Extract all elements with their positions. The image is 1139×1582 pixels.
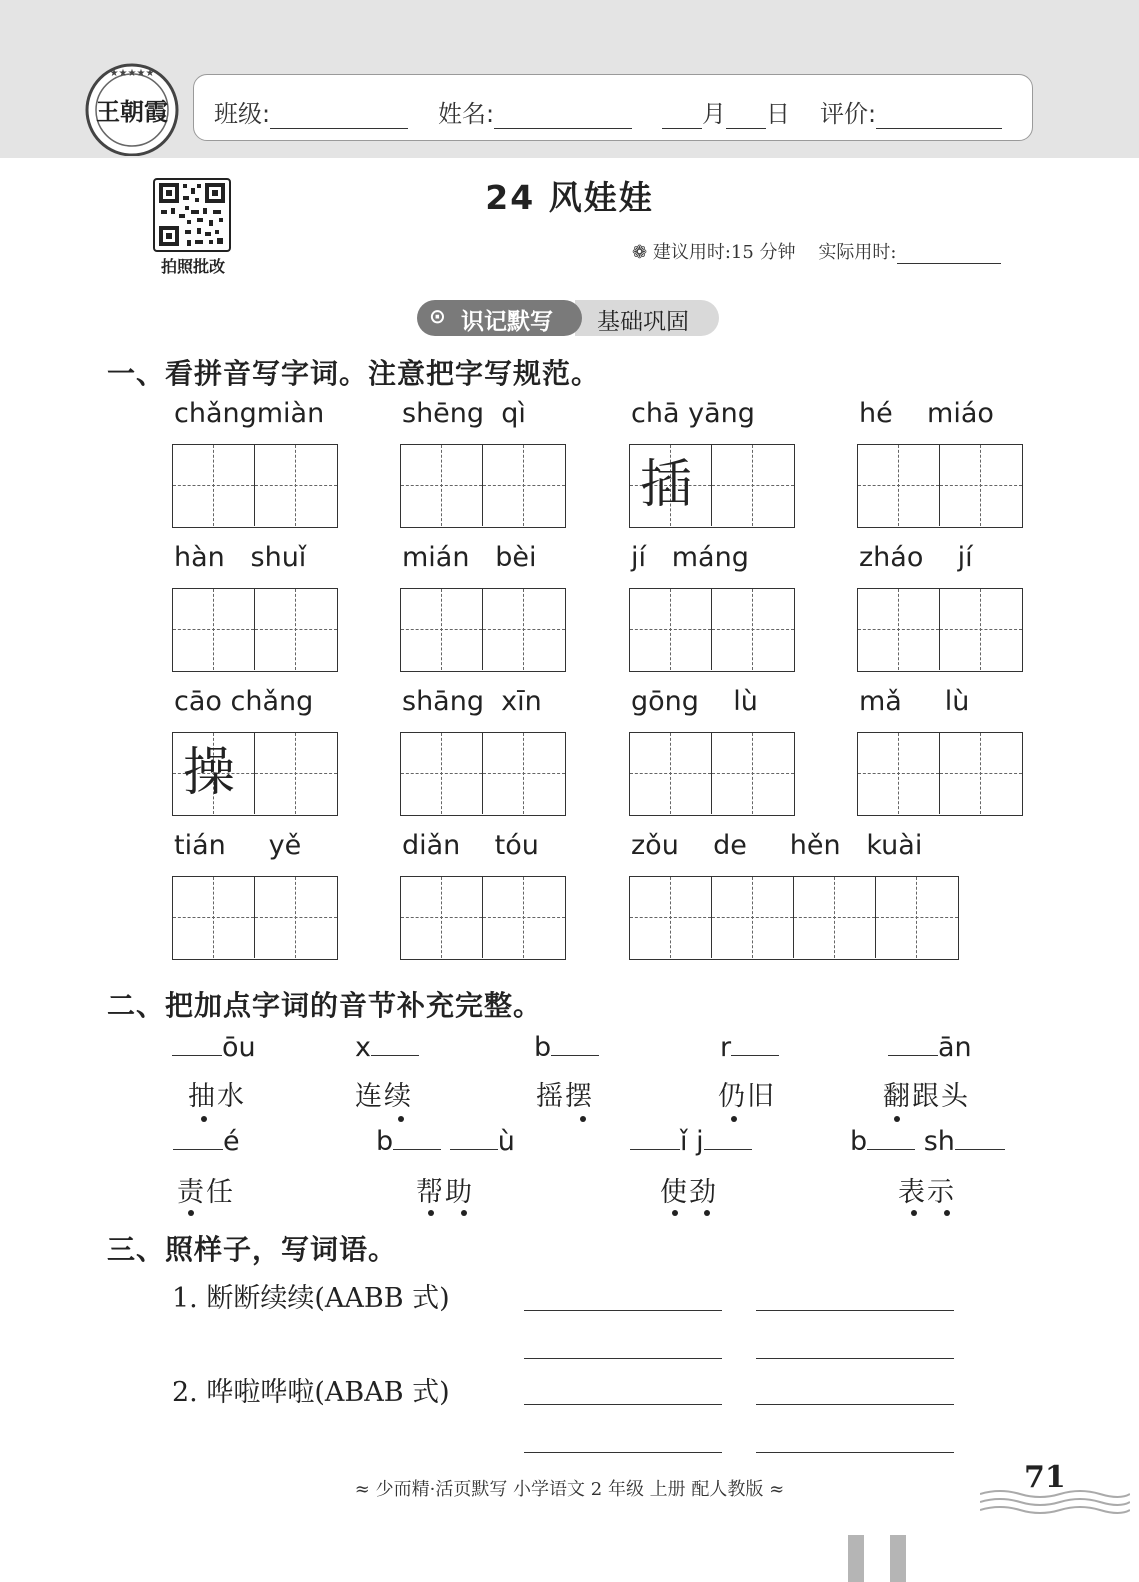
syllable-blank[interactable]: b — [534, 1032, 599, 1063]
writing-cell[interactable] — [255, 589, 337, 670]
emphasis-dot — [944, 1210, 950, 1216]
writing-cell[interactable] — [876, 877, 958, 958]
date-field[interactable] — [662, 94, 790, 129]
badge-right-label: 基础巩固 — [597, 309, 689, 335]
emphasis-dot — [894, 1116, 900, 1122]
writing-cell[interactable] — [483, 445, 565, 526]
writing-cell[interactable] — [858, 733, 940, 814]
writing-cell[interactable] — [483, 589, 565, 670]
pinyin-label: tián yě — [174, 830, 302, 861]
publisher-logo — [84, 60, 180, 156]
month-label: 月 — [702, 100, 726, 128]
writing-grid — [629, 588, 795, 672]
answer-line[interactable] — [524, 1358, 722, 1359]
answer-line[interactable] — [756, 1358, 954, 1359]
pinyin-label: shēng qì — [402, 398, 526, 429]
suggested-time: 建议用时:15 分钟 — [652, 242, 796, 263]
name-label: 姓名: — [438, 100, 495, 128]
pinyin-label: shāng xīn — [402, 686, 542, 717]
rating-label: 评价: — [820, 100, 877, 128]
page-title: 24 风娃娃 — [485, 178, 654, 217]
badge-left-label: 识记默写 — [461, 309, 553, 335]
answer-line[interactable] — [524, 1452, 722, 1453]
binding-mark — [848, 1535, 864, 1582]
medal-icon: ⊙ — [429, 304, 446, 328]
day-label: 日 — [766, 100, 790, 128]
writing-cell[interactable] — [712, 589, 794, 670]
dotted-word: 抽水 — [188, 1081, 246, 1112]
page-number: 71 — [1024, 1460, 1066, 1495]
dotted-word: 责任 — [177, 1177, 235, 1208]
dotted-word: 连续 — [355, 1081, 413, 1112]
emphasis-dot — [398, 1116, 404, 1122]
dotted-word: 使劲 — [660, 1177, 718, 1208]
footer-text: ≈ 少而精·活页默写 小学语文 2 年级 上册 配人教版 ≈ — [354, 1479, 785, 1500]
pinyin-label: hé miáo — [859, 398, 994, 429]
answer-line[interactable] — [756, 1404, 954, 1405]
writing-cell[interactable] — [794, 877, 876, 958]
pinyin-label: mián bèi — [402, 542, 537, 573]
writing-cell[interactable] — [630, 877, 712, 958]
writing-cell[interactable] — [483, 877, 565, 958]
pinyin-label: chǎngmiàn — [174, 398, 325, 429]
syllable-blank[interactable]: b ù — [376, 1126, 515, 1157]
writing-cell[interactable] — [858, 445, 940, 526]
writing-grid — [857, 732, 1023, 816]
writing-grid — [400, 876, 566, 960]
writing-cell[interactable] — [940, 733, 1022, 814]
badge-memorize — [417, 300, 582, 336]
dotted-word: 翻跟头 — [883, 1081, 970, 1112]
writing-grid — [400, 588, 566, 672]
pinyin-label: zháo jí — [859, 542, 973, 573]
pinyin-label: zǒu de hěn kuài — [631, 830, 923, 861]
writing-grid — [629, 444, 795, 528]
class-field[interactable] — [214, 94, 408, 129]
writing-grid — [172, 444, 338, 528]
syllable-blank[interactable]: ǐ j — [630, 1126, 752, 1157]
name-field[interactable] — [438, 94, 632, 129]
emphasis-dot — [704, 1210, 710, 1216]
writing-cell[interactable] — [940, 445, 1022, 526]
dotted-word: 帮助 — [416, 1177, 474, 1208]
writing-cell[interactable] — [712, 445, 794, 526]
emphasis-dot — [461, 1210, 467, 1216]
pinyin-label: gōng lù — [631, 686, 758, 717]
writing-cell[interactable] — [173, 445, 255, 526]
badge-foundation — [575, 300, 719, 336]
class-label: 班级: — [214, 100, 271, 128]
syllable-blank[interactable]: b sh — [850, 1126, 1005, 1157]
syllable-blank[interactable]: ōu — [172, 1032, 256, 1063]
pinyin-label: cāo chǎng — [174, 686, 314, 717]
pinyin-label: diǎn tóu — [402, 830, 539, 861]
pinyin-label: jí máng — [631, 542, 749, 573]
emphasis-dot — [672, 1210, 678, 1216]
writing-cell[interactable] — [173, 877, 255, 958]
emphasis-dot — [188, 1210, 194, 1216]
svg-text:★★★★★: ★★★★★ — [109, 68, 155, 79]
example-aabb: 1. 断断续续(AABB 式) — [172, 1283, 450, 1314]
example-character: 操 — [183, 743, 236, 803]
writing-cell[interactable] — [401, 733, 483, 814]
writing-grid — [400, 732, 566, 816]
answer-line[interactable] — [756, 1452, 954, 1453]
example-abab: 2. 哗啦哗啦(ABAB 式) — [172, 1377, 450, 1408]
section3-heading: 三、照样子，写词语。 — [107, 1233, 398, 1266]
writing-grid — [629, 732, 795, 816]
writing-cell[interactable] — [401, 589, 483, 670]
writing-grid — [172, 876, 338, 960]
writing-cell[interactable] — [483, 733, 565, 814]
writing-grid — [400, 444, 566, 528]
answer-line[interactable] — [524, 1404, 722, 1405]
binding-mark — [890, 1535, 906, 1582]
emphasis-dot — [428, 1210, 434, 1216]
pinyin-label: mǎ lù — [859, 686, 970, 717]
emphasis-dot — [580, 1116, 586, 1122]
emphasis-dot — [201, 1116, 207, 1122]
writing-cell[interactable] — [173, 733, 255, 814]
rating-field[interactable] — [820, 94, 1002, 129]
emphasis-dot — [731, 1116, 737, 1122]
writing-grid — [172, 732, 338, 816]
clock-icon: ❁ — [632, 242, 648, 263]
pinyin-label: chā yāng — [631, 398, 755, 429]
writing-grid — [857, 444, 1023, 528]
dotted-word: 仍旧 — [718, 1081, 776, 1112]
writing-cell[interactable] — [858, 589, 940, 670]
syllable-blank[interactable]: r — [720, 1032, 779, 1063]
logo-text: 王朝霞 — [96, 97, 168, 126]
writing-cell[interactable] — [255, 445, 337, 526]
example-character: 插 — [640, 455, 693, 515]
writing-grid — [172, 588, 338, 672]
writing-cell[interactable] — [401, 877, 483, 958]
writing-cell[interactable] — [712, 877, 794, 958]
answer-line[interactable] — [524, 1310, 722, 1311]
answer-line[interactable] — [756, 1310, 954, 1311]
writing-grid — [629, 876, 959, 960]
writing-cell[interactable] — [401, 445, 483, 526]
section2-heading: 二、把加点字词的音节补充完整。 — [107, 989, 543, 1022]
writing-cell[interactable] — [630, 733, 712, 814]
writing-cell[interactable] — [712, 733, 794, 814]
writing-cell[interactable] — [255, 877, 337, 958]
section1-heading: 一、看拼音写字词。注意把字写规范。 — [107, 357, 601, 390]
syllable-blank[interactable]: x — [355, 1032, 419, 1063]
writing-cell[interactable] — [630, 589, 712, 670]
time-info — [632, 238, 1001, 264]
dotted-word: 摇摆 — [536, 1081, 594, 1112]
syllable-blank[interactable]: ān — [888, 1032, 972, 1063]
pinyin-label: hàn shuǐ — [174, 542, 307, 573]
syllable-blank[interactable]: é — [173, 1126, 240, 1157]
qr-caption: 拍照批改 — [160, 257, 225, 276]
writing-cell[interactable] — [173, 589, 255, 670]
actual-time-label: 实际用时: — [818, 242, 897, 263]
writing-cell[interactable] — [630, 445, 712, 526]
writing-grid — [857, 588, 1023, 672]
emphasis-dot — [911, 1210, 917, 1216]
writing-cell[interactable] — [940, 589, 1022, 670]
dotted-word: 表示 — [898, 1177, 956, 1208]
writing-cell[interactable] — [255, 733, 337, 814]
